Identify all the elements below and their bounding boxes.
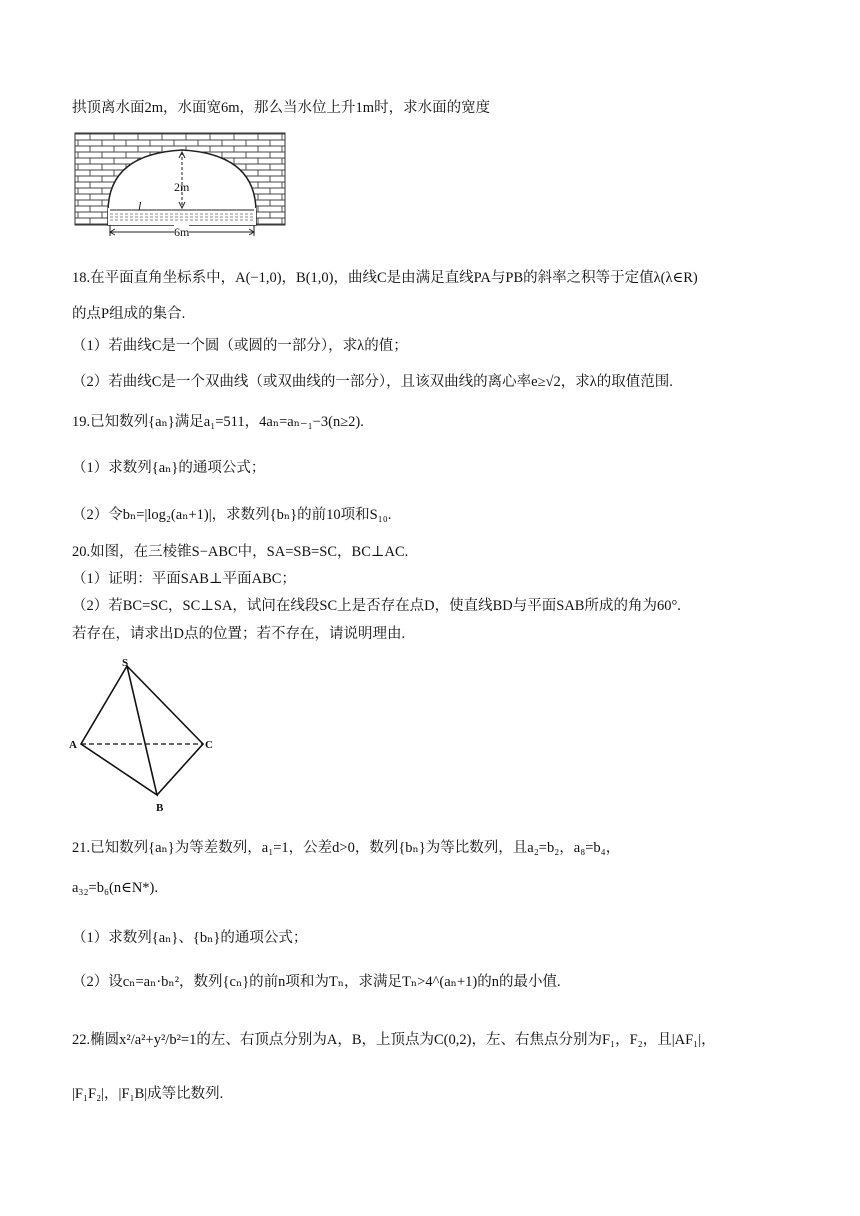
problem-20-part-2: （2）若BC=SC，SC⊥SA，试问在线段SC上是否存在点D，使直线BD与平面SAB所成的角为60°. [72,598,681,614]
problem-18-line-2: 的点P组成的集合. [72,306,186,322]
vertex-b-label: B [156,802,164,814]
problem-21-line-2: a₃₂=b₆(n∈N*). [72,880,159,896]
problem-22-line-2: |F₁F₂|，|F₁B|成等比数列. [72,1086,224,1102]
problem-21-line-1: 21.已知数列{aₙ}为等差数列，a₁=1，公差d>0，数列{bₙ}为等比数列，且a₂=b₂，a₈=b₄， [72,840,621,856]
bridge-water-label: l [138,199,142,213]
pyramid-figure [66,655,226,815]
problem-18-part-2: （2）若曲线C是一个双曲线（或双曲线的一部分），且该双曲线的离心率e≥√2，求λ的取值范围. [72,374,673,390]
problem-21-part-1: （1）求数列{aₙ}、{bₙ}的通项公式； [72,930,308,946]
problem-19-part-2: （2）令bₙ=|log₂(aₙ+1)|，求数列{bₙ}的前10项和S₁₀. [72,507,392,523]
bridge-width-label: 6m [174,222,189,242]
problem-18-line-1: 18.在平面直角坐标系中，A(−1,0)，B(1,0)，曲线C是由满足直线PA与PB的斜率之积等于定值λ(λ∈R) [72,270,698,286]
problem-20-line-1: 20.如图，在三棱锥S−ABC中，SA=SB=SC，BC⊥AC. [72,544,409,560]
problem-18-part-1: （1）若曲线C是一个圆（或圆的一部分），求λ的值； [72,338,408,354]
vertex-c-label: C [205,739,213,751]
vertex-s-label: S [122,657,129,669]
problem-20-part-1: （1）证明：平面SAB⊥平面ABC； [72,571,296,587]
problem-21-part-2: （2）设cₙ=aₙ·bₙ²，数列{cₙ}的前n项和为Tₙ，求满足Tₙ>4^(aₙ+1)的n的最小值. [72,974,561,990]
vertex-a-label: A [69,739,77,751]
bridge-height-label: 2m [174,180,190,194]
problem-19-part-1: （1）求数列{aₙ}的通项公式； [72,460,266,476]
problem-20-line-4: 若存在，请求出D点的位置；若不存在，请说明理由. [72,626,406,642]
line-1: 拱顶离水面2m，水面宽6m，那么当水位上升1m时，求水面的宽度 [72,100,491,116]
problem-22-line-1: 22.椭圆x²/a²+y²/b²=1的左、右顶点分别为A，B，上顶点为C(0,2)，左、右焦点分别为F₁，F₂，且|AF₁|， [72,1032,716,1048]
problem-19-line-1: 19.已知数列{aₙ}满足a₁=511，4aₙ=aₙ₋₁−3(n≥2). [72,414,364,430]
